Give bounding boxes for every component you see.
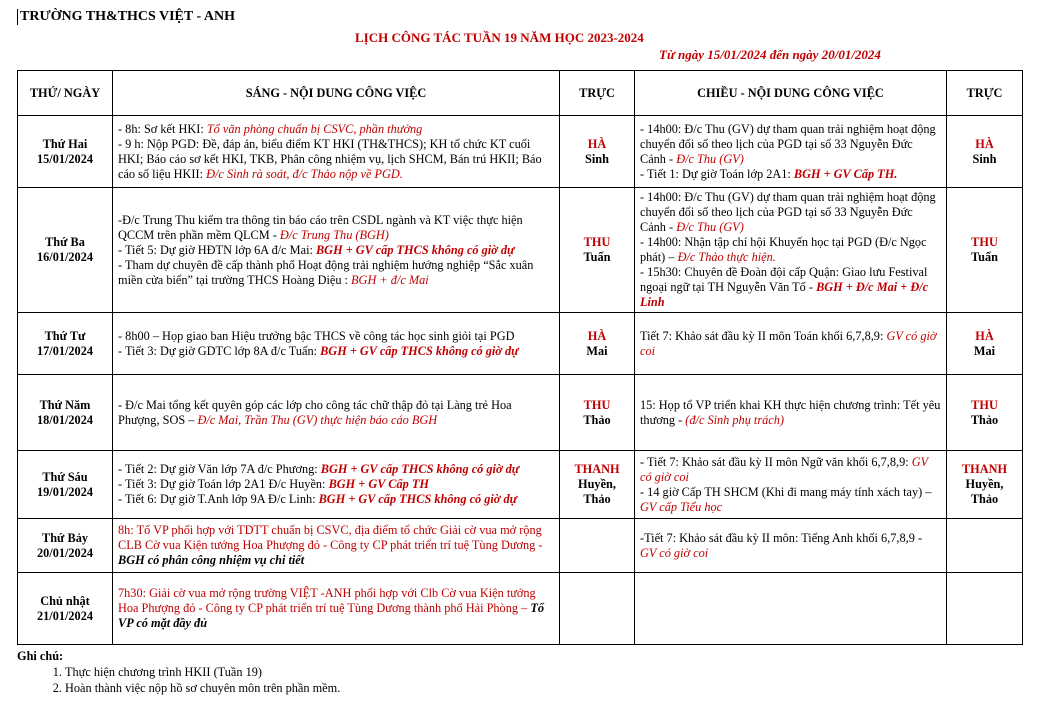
morning-cell <box>113 375 560 451</box>
duty-staff: Tuấn <box>971 250 998 264</box>
task-text: 8h: Tổ VP phối hợp với TDTT chuẩn bị CSVC, địa điểm tổ chức Giải cờ vua mở rộng CLB Cờ vua Kiện tướng Hoa Phượng đỏ - Công ty CP phát triển trí tuệ Tùng Dương - <box>118 523 543 552</box>
day-date: 18/01/2024 <box>36 412 94 427</box>
task-assignee: BGH + đ/c Mai <box>351 272 429 287</box>
morning-cell <box>113 313 560 375</box>
task-assignee: Đ/c Thu (GV) <box>676 220 744 234</box>
task-assignee: BGH + GV Cấp TH <box>328 477 429 491</box>
task-assignee: BGH + GV Cấp TH. <box>793 166 898 181</box>
task-assignee: BGH + GV cấp THCS không có giờ dự <box>315 242 515 257</box>
weekly-schedule-table <box>17 70 1023 645</box>
task-assignee: GV cấp Tiểu học <box>640 499 723 514</box>
task-text: - Tiết 3: Dự giờ Toán lớp 2A1 Đ/c Huyền: <box>118 477 329 491</box>
task-assignee: Đ/c Mai, Trần Thu (GV) thực hiện báo cáo BGH <box>197 412 438 427</box>
afternoon-cell <box>635 313 947 375</box>
day-cell <box>18 313 113 375</box>
day-date: 19/01/2024 <box>36 484 94 499</box>
afternoon-cell <box>635 573 947 645</box>
task-assignee: BGH + GV cấp THCS không có giờ dự <box>318 492 517 506</box>
day-cell <box>18 116 113 188</box>
day-cell <box>18 375 113 451</box>
duty-leader: HÀ <box>975 136 994 151</box>
duty-staff: Thảo <box>970 492 999 506</box>
task-text: - 14h00: Đ/c Thu (GV) dự tham quan trải nghiệm hoạt động chuyển đổi số theo lịch của PGD tại số 33 Nguyễn Đức Cảnh - <box>640 190 936 234</box>
day-cell <box>18 188 113 313</box>
duty-leader: THU <box>971 235 998 249</box>
task-text: - Tiết 6: Dự giờ T.Anh lớp 9A Đ/c Linh: <box>118 492 319 506</box>
duty-staff: Thảo <box>583 412 611 427</box>
note-item: 1. Thực hiện chương trình HKII (Tuần 19) <box>65 664 340 680</box>
day-name: Thứ Tư <box>44 328 86 343</box>
task-line <box>118 398 554 428</box>
duty-pm-cell <box>947 519 1023 573</box>
task-line <box>640 167 941 182</box>
duty-pm-cell <box>947 313 1023 375</box>
task-text: - Tiết 5: Dự giờ HĐTN lớp 6A đ/c Mai: <box>118 242 316 257</box>
task-text: - Tham dự chuyên đề cấp thành phố Hoạt động trải nghiệm hướng nghiệp “Sắc xuân miền cửa biển” tại trường THCS Hoàng Diệu : <box>118 257 534 287</box>
duty-staff: Thảo <box>970 412 999 427</box>
task-assignee: Đ/c Thảo thực hiện. <box>677 250 776 264</box>
schedule-row <box>18 451 1023 519</box>
duty-leader: THU <box>971 397 998 412</box>
duty-pm-cell <box>947 451 1023 519</box>
task-text: - 14 giờ Cấp TH SHCM (Khi đi mang máy tính xách tay) – <box>640 484 932 499</box>
task-assignee: Tổ văn phòng chuẩn bị CSVC, phần thưởng <box>206 121 423 136</box>
schedule-row <box>18 313 1023 375</box>
task-line <box>118 329 554 344</box>
task-assignee: BGH + Đ/c Mai + Đ/c Linh <box>640 280 929 309</box>
task-assignee: Đ/c Sinh rà soát, đ/c Thảo nộp về PGD. <box>206 166 403 181</box>
task-line <box>640 455 941 485</box>
task-assignee: Đ/c Thu (GV) <box>676 151 744 166</box>
duty-staff: Huyền, <box>965 477 1004 491</box>
morning-cell <box>113 519 560 573</box>
task-assignee: GV có giờ coi <box>640 545 709 560</box>
duty-staff: Thảo <box>583 492 611 506</box>
col-header-duty-pm: TRỰC <box>947 71 1023 116</box>
col-header-afternoon: CHIỀU - NỘI DUNG CÔNG VIỆC <box>635 71 947 116</box>
day-name: Chủ nhật <box>40 593 90 608</box>
task-line <box>118 243 554 258</box>
day-name: Thứ Ba <box>45 235 85 249</box>
duty-am-cell <box>560 573 635 645</box>
task-line <box>118 477 554 492</box>
task-line <box>118 122 554 137</box>
duty-pm-cell <box>947 116 1023 188</box>
duty-am-cell <box>560 375 635 451</box>
day-name: Thứ Hai <box>42 136 88 151</box>
day-cell <box>18 573 113 645</box>
school-name: TRƯỜNG TH&THCS VIỆT - ANH <box>17 9 235 25</box>
task-line <box>118 462 554 477</box>
notes-section <box>17 648 340 696</box>
task-assignee: Tổ VP có mặt đầy đủ <box>118 601 544 630</box>
task-text: - Tiết 1: Dự giờ Toán lớp 2A1: <box>640 166 794 181</box>
duty-staff: Huyền, <box>578 477 616 491</box>
schedule-title: LỊCH CÔNG TÁC TUẦN 19 NĂM HỌC 2023-2024 <box>355 30 644 45</box>
day-date: 17/01/2024 <box>36 343 94 358</box>
task-assignee: GV có giờ coi <box>640 454 928 484</box>
note-item: 2. Hoàn thành việc nộp hồ sơ chuyên môn trên phần mềm. <box>65 680 340 696</box>
task-line <box>118 523 554 568</box>
task-text: Tiết 7: Khảo sát đầu kỳ II môn Toán khối 6,7,8,9: <box>640 328 887 343</box>
duty-leader: HÀ <box>975 328 994 343</box>
day-cell <box>18 451 113 519</box>
duty-staff: Sinh <box>972 151 997 166</box>
schedule-row <box>18 116 1023 188</box>
task-text: - Tiết 2: Dự giờ Văn lớp 7A đ/c Phương: <box>118 462 321 476</box>
duty-leader: THU <box>583 397 611 412</box>
task-assignee: BGH có phân công nhiệm vụ chi tiết <box>118 553 305 567</box>
task-line <box>118 213 554 243</box>
afternoon-cell <box>635 519 947 573</box>
task-line <box>118 258 554 288</box>
task-assignee: BGH + GV cấp THCS không có giờ dự <box>320 462 520 476</box>
schedule-row <box>18 519 1023 573</box>
task-line <box>640 265 941 310</box>
schedule-row <box>18 573 1023 645</box>
task-line <box>118 344 554 359</box>
notes-heading: Ghi chú: <box>17 649 64 663</box>
task-line <box>640 122 941 167</box>
task-line <box>640 190 941 235</box>
task-line <box>640 485 941 515</box>
task-text: - Tiết 7: Khảo sát đầu kỳ II môn Ngữ văn khối 6,7,8,9: <box>640 454 912 469</box>
duty-am-cell <box>560 451 635 519</box>
duty-am-cell <box>560 519 635 573</box>
col-header-duty-am: TRỰC <box>560 71 635 116</box>
task-text: -Tiết 7: Khảo sát đầu kỳ II môn: Tiếng Anh khối 6,7,8,9 - <box>640 530 923 545</box>
task-text: - 14h00: Nhận tập chí hội Khuyến học tại PGD (Đ/c Ngọc phát) – <box>640 235 927 264</box>
duty-staff: Mai <box>586 343 608 358</box>
day-date: 21/01/2024 <box>36 608 94 623</box>
task-assignee: GV có giờ coi <box>640 328 937 358</box>
task-text: - 9 h: Nộp PGD: Đề, đáp án, biểu điểm KT HKI (TH&THCS); KH tổ chức KT cuối HKI; Báo cáo sơ kết HKI, TKB, Phân công nhiệm vụ, lịch SHCM, Bán trú HKII; Báo cáo số liệu HKII: <box>118 136 542 181</box>
afternoon-cell <box>635 116 947 188</box>
task-assignee: BGH + GV cấp THCS không có giờ dự <box>320 343 519 358</box>
afternoon-cell <box>635 451 947 519</box>
task-text: - 8h: Sơ kết HKI: <box>118 121 207 136</box>
duty-staff: Tuấn <box>583 250 611 264</box>
task-text: - 8h00 – Họp giao ban Hiệu trưởng bậc THCS về công tác học sinh giỏi tại PGD <box>118 328 515 343</box>
task-text: - 14h00: Đ/c Thu (GV) dự tham quan trải nghiệm hoạt động chuyển đổi số theo lịch của PGD tại số 33 Nguyễn Đức Cảnh - <box>640 121 936 166</box>
duty-am-cell <box>560 313 635 375</box>
task-line <box>640 235 941 265</box>
afternoon-cell <box>635 188 947 313</box>
col-header-morning: SÁNG - NỘI DUNG CÔNG VIỆC <box>113 71 560 116</box>
task-text: 7h30: Giải cờ vua mở rộng trường VIỆT -ANH phối hợp với Clb Cờ vua Kiện tướng Hoa Phượng đỏ - Công ty CP phát triển trí tuệ Tùng Dương thành phố Hải Phòng – <box>118 586 536 615</box>
duty-pm-cell <box>947 375 1023 451</box>
notes-list <box>17 664 340 696</box>
duty-leader: HÀ <box>587 328 607 343</box>
duty-leader: HÀ <box>587 136 607 151</box>
task-line <box>118 586 554 631</box>
duty-leader: THU <box>583 235 611 249</box>
task-line <box>640 398 941 428</box>
morning-cell <box>113 573 560 645</box>
day-date: 20/01/2024 <box>36 545 94 560</box>
schedule-row <box>18 188 1023 313</box>
duty-pm-cell <box>947 573 1023 645</box>
task-text: - 15h30: Chuyên đề Đoàn đội cấp Quận: Giao lưu Festival ngoại ngữ tại TH Nguyễn Văn Tố - <box>640 265 928 294</box>
col-header-day: THỨ/ NGÀY <box>18 71 113 116</box>
day-name: Thứ Sáu <box>42 469 88 484</box>
day-date: 15/01/2024 <box>36 151 94 166</box>
task-line <box>640 329 941 359</box>
task-assignee: (đ/c Sinh phụ trách) <box>685 412 784 427</box>
header-row <box>18 71 1023 116</box>
duty-staff: Mai <box>973 343 996 358</box>
date-range: Từ ngày 15/01/2024 đến ngày 20/01/2024 <box>659 47 881 62</box>
day-cell <box>18 519 113 573</box>
day-date: 16/01/2024 <box>36 250 94 264</box>
task-line <box>118 137 554 182</box>
duty-pm-cell <box>947 188 1023 313</box>
duty-am-cell <box>560 188 635 313</box>
afternoon-cell <box>635 375 947 451</box>
day-name: Thứ Năm <box>39 397 91 412</box>
duty-leader: THANH <box>574 462 620 476</box>
task-assignee: Đ/c Trung Thu (BGH) <box>279 227 389 242</box>
day-name: Thứ Bảy <box>42 530 88 545</box>
task-text: - Đ/c Mai tổng kết quyên góp các lớp cho công tác chữ thập đỏ tại Làng trẻ Hoa Phượng, SOS – <box>118 397 512 427</box>
morning-cell <box>113 116 560 188</box>
task-text: -Đ/c Trung Thu kiểm tra thông tin báo cáo trên CSDL ngành và KT việc thực hiện QCCM trên phần mềm QLCM - <box>118 212 523 242</box>
task-line <box>118 492 554 507</box>
task-text: - Tiết 3: Dự giờ GDTC lớp 8A đ/c Tuấn: <box>118 343 321 358</box>
morning-cell <box>113 188 560 313</box>
duty-staff: Sinh <box>585 151 609 166</box>
duty-am-cell <box>560 116 635 188</box>
schedule-row <box>18 375 1023 451</box>
duty-leader: THANH <box>961 462 1008 476</box>
morning-cell <box>113 451 560 519</box>
task-line <box>640 531 941 561</box>
task-text: 15: Họp tổ VP triển khai KH thực hiện chương trình: Tết yêu thương - <box>640 397 941 427</box>
